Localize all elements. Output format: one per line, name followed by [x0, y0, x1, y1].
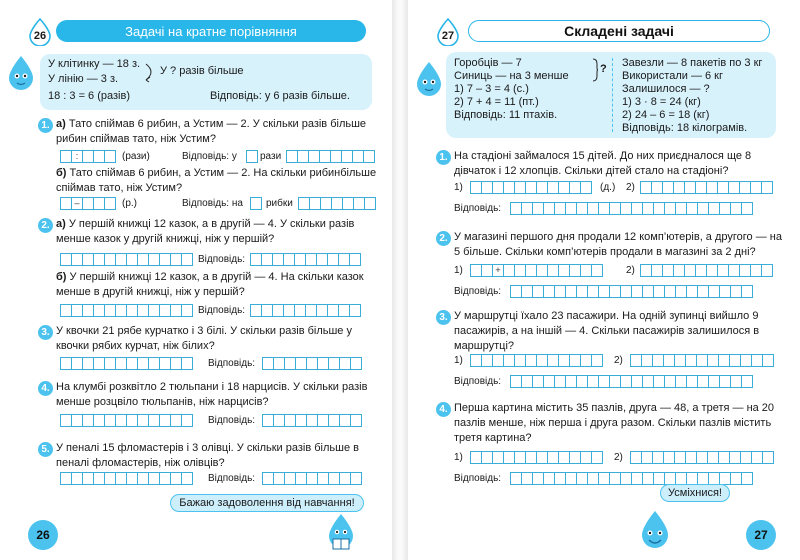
answer-cells[interactable]: [262, 414, 361, 427]
answer-label: Відповідь:: [454, 376, 502, 387]
answer-cells[interactable]: +: [470, 264, 602, 277]
water-drop-mascot-icon: [414, 60, 444, 100]
answer-cells[interactable]: [250, 304, 360, 317]
task-number-badge: 5.: [38, 442, 53, 457]
right-task-4-text: Перша картина містить 35 пазлів, друга — 48, а третя — на 20 пазлів менше, ніж перша і друга разом. Скільки пазлів містить третя картина?: [454, 402, 775, 444]
answer-label: Відповідь:: [454, 286, 502, 297]
example-question: У ? разів більше: [160, 65, 244, 77]
step-label: 1): [454, 452, 463, 463]
example-box: [40, 54, 372, 110]
task-number-badge: 2.: [436, 231, 451, 246]
task-2a-text: [56, 217, 382, 247]
step-label: 1): [454, 265, 463, 276]
answer-cells[interactable]: [262, 472, 361, 485]
task-number-badge: 3.: [436, 310, 451, 325]
answer-cells[interactable]: [60, 304, 192, 317]
answer-cells[interactable]: [630, 451, 773, 464]
answer-cells[interactable]: [60, 472, 192, 485]
page-title: Задачі на кратне порівняння: [56, 20, 366, 42]
example-a-step-1: 1) 7 – 3 = 4 (с.): [454, 83, 529, 95]
step-label: 2): [614, 355, 623, 366]
task-number-badge: 4.: [436, 402, 451, 417]
answer-cells[interactable]: [470, 354, 602, 367]
task-label: б): [56, 167, 67, 179]
answer-label: Відповідь:: [208, 473, 256, 484]
example-a-question: ?: [600, 63, 607, 75]
task-4-text: На клумбі розквітло 2 тюльпани і 18 нарцисів. У скільки разів менше розцвіло тюльпанів, ніж нарцисів?: [56, 381, 368, 408]
footer-message: Бажаю задоволення від навчання!: [170, 494, 364, 512]
task-2b-body: У першій книжці 12 казок, а в другій — 4. На скільки казок менше в другій книжці, ніж у першій?: [56, 271, 364, 298]
task-3-text: У квочки 21 рябе курчатко і 3 білі. У скільки разів більше у квочки рябих курчат, ніж білих?: [56, 325, 352, 352]
book-gutter: [392, 0, 408, 560]
task-5-text: У пеналі 15 фломастерів і 3 олівці. У скільки разів більше в пеналі фломастерів, ніж олівців?: [56, 442, 359, 469]
answer-label: Відповідь: у: [182, 151, 237, 162]
answer-label: Відповідь:: [454, 203, 502, 214]
answer-cells[interactable]: –: [60, 197, 115, 210]
task-1a-text: [56, 117, 382, 147]
answer-cells[interactable]: [470, 181, 591, 194]
answer-cells[interactable]: [286, 150, 374, 163]
task-number-badge: 1.: [38, 118, 53, 133]
example-line-2: У лінію — 3 з.: [48, 73, 119, 85]
unit-label: (рази): [122, 151, 150, 162]
example-b-step-2: 2) 24 – 6 = 18 (кг): [622, 109, 710, 121]
examples-box: [446, 52, 776, 138]
example-b-line-1: Завезли — 8 пакетів по 3 кг: [622, 57, 763, 69]
task-label: б): [56, 271, 67, 283]
right-page: [408, 0, 800, 560]
answer-cells[interactable]: [630, 354, 773, 367]
task-number-badge: 1.: [436, 150, 451, 165]
answer-cells[interactable]: [298, 197, 375, 210]
answer-cells[interactable]: [510, 375, 752, 388]
right-task-3-text: У маршрутці їхало 23 пасажири. На одній зупинці вийшло 9 пасажирів, а на іншій — 4. Скільки пасажирів залишилося в маршрутці?: [454, 310, 760, 352]
right-task-1-text: На стадіоні займалося 15 дітей. До них приєдналося ще 8 дівчаток і 12 хлопців. Скільки дітей стало на стадіоні?: [454, 150, 752, 177]
example-solution: 18 : 3 = 6 (разів): [48, 90, 131, 102]
page-number: 26: [28, 520, 58, 550]
brace-icon: [592, 58, 598, 82]
unit-label: (р.): [122, 198, 137, 209]
task-label: а): [56, 218, 66, 230]
step-label: 1): [454, 182, 463, 193]
answer-cells[interactable]: [60, 414, 192, 427]
task-number-badge: 4.: [38, 381, 53, 396]
page-badge-number: 27: [441, 30, 455, 42]
answer-cells[interactable]: [510, 202, 752, 215]
step-label: 1): [454, 355, 463, 366]
task-1b-body: Тато спіймав 6 рибин, а Устим — 2. На скільки рибинбільше спіймав тато, ніж Устим?: [56, 167, 377, 194]
page-title: Складені задачі: [468, 20, 770, 42]
answer-cells[interactable]: :: [60, 150, 115, 163]
answer-cells[interactable]: [60, 253, 192, 266]
water-drop-mascot-icon: [6, 54, 36, 92]
answer-cell[interactable]: [246, 150, 257, 163]
answer-label: Відповідь:: [198, 254, 246, 265]
example-a-line-1: Горобців — 7: [454, 57, 522, 69]
answer-cells[interactable]: [510, 285, 752, 298]
answer-cells[interactable]: [60, 357, 192, 370]
task-number-badge: 2.: [38, 218, 53, 233]
task-2a-body: У першій книжці 12 казок, а в другій — 4. У скільки разів менше казок у другій книжці, ніж у першій?: [56, 218, 355, 245]
left-page: [0, 0, 392, 560]
unit-label: (д.): [600, 182, 616, 193]
step-label: 2): [626, 182, 635, 193]
example-line-1: У клітинку — 18 з.: [48, 58, 141, 70]
task-number-badge: 3.: [38, 325, 53, 340]
example-b-step-1: 1) 3 · 8 = 24 (кг): [622, 96, 701, 108]
answer-suffix: рибки: [266, 198, 293, 209]
answer-label: Відповідь: на: [182, 198, 243, 209]
comparison-arrow-icon: [144, 60, 158, 84]
answer-label: Відповідь:: [198, 305, 246, 316]
step-label: 2): [626, 265, 635, 276]
answer-cells[interactable]: [470, 451, 602, 464]
example-a-answer: Відповідь: 11 птахів.: [454, 109, 558, 121]
page-badge-drop: [28, 18, 52, 46]
task-2b-text: [56, 270, 382, 300]
answer-label: Відповідь:: [208, 415, 256, 426]
example-a-line-2: Синиць — на 3 менше: [454, 70, 569, 82]
smiling-drop-mascot-icon: [638, 508, 672, 556]
answer-cells[interactable]: [250, 253, 360, 266]
example-answer: Відповідь: у 6 разів більше.: [210, 90, 350, 102]
answer-suffix: рази: [260, 151, 282, 162]
divider: [612, 58, 613, 132]
answer-cell[interactable]: [250, 197, 261, 210]
page-number: 27: [746, 520, 776, 550]
example-a-step-2: 2) 7 + 4 = 11 (пт.): [454, 96, 539, 108]
step-label: 2): [614, 452, 623, 463]
example-b-line-3: Залишилося — ?: [622, 83, 710, 95]
answer-label: Відповідь:: [208, 358, 256, 369]
answer-label: Відповідь:: [454, 473, 502, 484]
example-b-answer: Відповідь: 18 кілограмів.: [622, 122, 748, 134]
footer-message: Усміхнися!: [660, 484, 730, 502]
page-badge-number: 26: [33, 30, 47, 42]
page-badge-drop: [436, 18, 460, 46]
answer-cells[interactable]: [640, 181, 772, 194]
reading-drop-mascot-icon: [326, 512, 356, 556]
answer-cells[interactable]: [262, 357, 361, 370]
task-label: а): [56, 118, 66, 130]
example-b-line-2: Використали — 6 кг: [622, 70, 724, 82]
answer-cells[interactable]: [640, 264, 772, 277]
task-1b-text: [56, 166, 382, 196]
task-1a-body: Тато спіймав 6 рибин, а Устим — 2. У скільки разів більше рибин спіймав тато, ніж Устим?: [56, 118, 367, 145]
right-task-2-text: У магазині першого дня продали 12 комп’ютерів, а другого — на 5 більше. Скільки комп’ютерів продали в магазині за 2 дні?: [454, 231, 782, 258]
